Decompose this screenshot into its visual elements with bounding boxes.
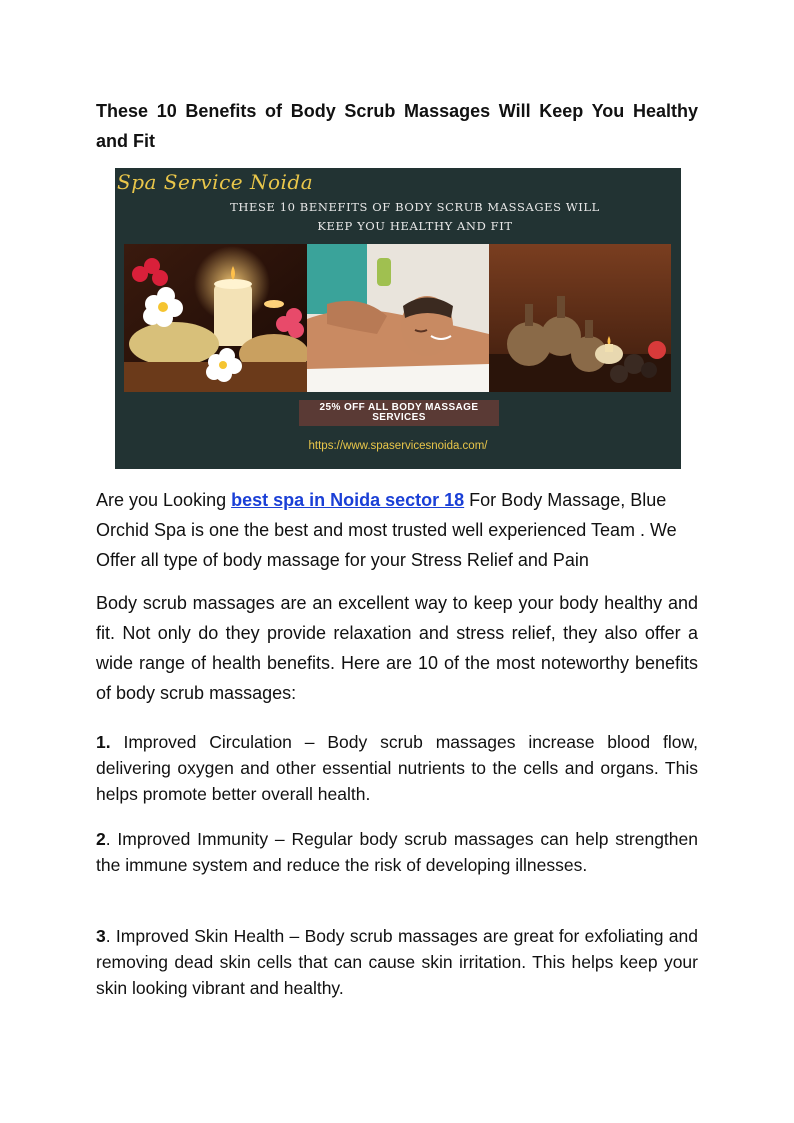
banner-heading-line: KEEP YOU HEALTHY AND FIT — [317, 219, 513, 233]
promo-banner-image — [115, 168, 681, 469]
banner-heading — [205, 198, 625, 236]
benefit-text: . Improved Skin Health – Body scrub massages are great for exfoliating and removing dead skin cells that can cause skin irritation. This helps keep your skin looking vibrant and healthy. — [96, 926, 698, 998]
intro-text-before: Are you Looking — [96, 490, 232, 510]
candles-flowers-photo — [124, 244, 307, 392]
herbal-compress-illustration — [489, 244, 671, 392]
intro-paragraph — [96, 485, 698, 575]
benefit-text: Improved Circulation – Body scrub massages increase blood flow, delivering oxygen and other essential nutrients to the cells and organs. This helps promote better overall health. — [96, 732, 698, 804]
discount-line: 25% OFF ALL BODY MASSAGE — [319, 402, 479, 413]
benefit-number: 1. — [96, 732, 111, 752]
discount-line: SERVICES — [372, 412, 426, 423]
banner-heading-line: THESE 10 BENEFITS OF BODY SCRUB MASSAGES WILL — [230, 200, 600, 214]
overview-paragraph: Body scrub massages are an excellent way to keep your body healthy and fit. Not only do they provide relaxation and stress relief, they also offer a wide range of health benefits. Here are 10 of the most noteworthy benefits of body scrub massages: — [96, 593, 698, 703]
discount-badge — [299, 400, 499, 426]
benefit-number: 2 — [96, 829, 106, 849]
herbal-compress-photo — [489, 244, 671, 392]
banner-website-url: https://www.spaservicesnoida.com/ — [308, 440, 488, 452]
benefit-item — [96, 826, 698, 878]
intro-text-after: For Body Massage, Blue Orchid Spa is one the best and most trusted well experienced Team . We Offer all type of body massage for your Stress Relief and Pain — [96, 490, 677, 570]
benefit-number: 3 — [96, 926, 106, 946]
banner-brand-logo: Spa Service Noida — [117, 170, 314, 194]
article-title: These 10 Benefits of Body Scrub Massages Will Keep You Healthy and Fit — [96, 101, 698, 151]
best-spa-link[interactable]: best spa in Noida sector 18 — [231, 490, 465, 510]
massage-photo — [307, 244, 489, 392]
benefit-text: . Improved Immunity – Regular body scrub massages can help strengthen the immune system and reduce the risk of developing illnesses. — [96, 829, 698, 875]
massage-illustration — [307, 244, 489, 392]
candles-flowers-illustration — [124, 244, 307, 392]
benefit-item — [96, 729, 698, 807]
benefit-item — [96, 923, 698, 1001]
